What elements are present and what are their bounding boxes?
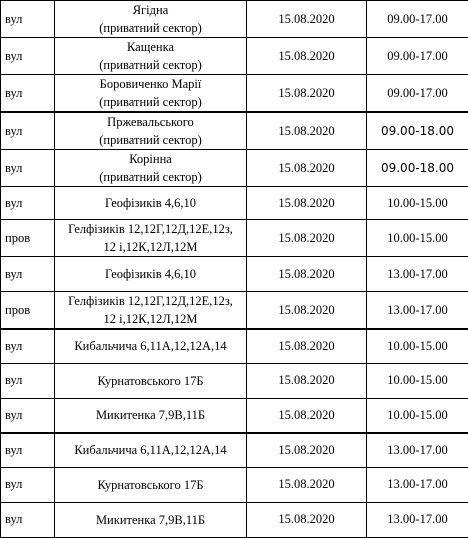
street-note: 12 і,12К,12Л,12М (59, 238, 242, 256)
street-type-cell: вул (1, 75, 55, 113)
street-name: Гелфізиків 12,12Г,12Д,12Е,12з, (68, 222, 233, 236)
time-cell: 10.00-15.00 (367, 398, 468, 433)
time-cell: 13.00-17.00 (367, 257, 468, 292)
table-row (1, 112, 468, 150)
date-cell: 15.08.2020 (247, 38, 367, 75)
street-name: Микитенка 7,9В,11Б (96, 408, 205, 422)
street-type-cell: вул (1, 329, 55, 363)
street-name: Кибальчича 6,11А,12,12А,14 (74, 443, 226, 457)
time-cell: 13.00-17.00 (367, 502, 468, 537)
time-cell: 10.00-15.00 (367, 329, 468, 363)
date-cell: 15.08.2020 (247, 257, 367, 292)
street-cell (55, 433, 247, 467)
date-cell: 15.08.2020 (247, 363, 367, 398)
street-cell (55, 502, 247, 537)
street-cell (55, 398, 247, 433)
time-cell: 09.00-17.00 (367, 1, 468, 38)
street-type-cell: пров (1, 292, 55, 330)
table-row (1, 150, 468, 187)
date-cell: 15.08.2020 (247, 398, 367, 433)
time-cell: 10.00-15.00 (367, 220, 468, 257)
street-name: Кащенка (127, 40, 174, 54)
date-cell: 15.08.2020 (247, 1, 367, 38)
table-row (1, 502, 468, 537)
street-cell (55, 329, 247, 363)
street-name: Гелфізиків 12,12Г,12Д,12Е,12з, (68, 294, 233, 308)
street-cell (55, 187, 247, 220)
street-type-cell: вул (1, 112, 55, 150)
street-cell (55, 75, 247, 113)
street-name: Корінна (129, 152, 172, 166)
time-cell: 13.00-17.00 (367, 433, 468, 467)
street-note: (приватний сектор) (59, 19, 242, 37)
street-name: Пржевальського (107, 115, 194, 129)
date-cell: 15.08.2020 (247, 433, 367, 467)
street-cell (55, 363, 247, 398)
street-cell (55, 292, 247, 330)
street-name: Кибальчича 6,11А,12,12А,14 (74, 339, 226, 353)
table-row (1, 257, 468, 292)
time-cell: 09.00-18.00 (367, 150, 468, 187)
street-cell (55, 257, 247, 292)
table-row (1, 363, 468, 398)
table-row (1, 1, 468, 38)
date-cell: 15.08.2020 (247, 150, 367, 187)
street-note: (приватний сектор) (59, 168, 242, 186)
street-cell (55, 220, 247, 257)
date-cell: 15.08.2020 (247, 292, 367, 330)
time-cell: 10.00-15.00 (367, 363, 468, 398)
street-type-cell: вул (1, 1, 55, 38)
date-cell: 15.08.2020 (247, 187, 367, 220)
street-name: Курнатовського 17Б (98, 374, 204, 388)
street-type-cell: вул (1, 150, 55, 187)
street-note: (приватний сектор) (59, 56, 242, 74)
street-name: Микитенка 7,9В,11Б (96, 513, 205, 527)
street-type-cell: вул (1, 363, 55, 398)
street-name: Курнатовського 17Б (98, 478, 204, 492)
street-type-cell: вул (1, 433, 55, 467)
time-cell: 10.00-15.00 (367, 187, 468, 220)
table-row (1, 38, 468, 75)
street-type-cell: вул (1, 398, 55, 433)
street-note: (приватний сектор) (59, 93, 242, 111)
time-cell: 13.00-17.00 (367, 292, 468, 330)
date-cell: 15.08.2020 (247, 112, 367, 150)
street-type-cell: вул (1, 502, 55, 537)
street-type-cell: вул (1, 187, 55, 220)
table-row (1, 329, 468, 363)
table-row (1, 220, 468, 257)
street-type-cell: вул (1, 467, 55, 502)
time-cell: 13.00-17.00 (367, 467, 468, 502)
date-cell: 15.08.2020 (247, 329, 367, 363)
time-cell: 09.00-18.00 (367, 112, 468, 150)
street-cell (55, 150, 247, 187)
street-note: 12 і,12К,12Л,12М (59, 310, 242, 328)
street-cell (55, 112, 247, 150)
street-cell (55, 1, 247, 38)
table-row (1, 292, 468, 330)
date-cell: 15.08.2020 (247, 467, 367, 502)
street-note: (приватний сектор) (59, 131, 242, 149)
street-cell (55, 467, 247, 502)
street-type-cell: вул (1, 257, 55, 292)
table-row (1, 75, 468, 113)
street-name: Геофізиків 4,6,10 (105, 267, 196, 281)
street-name: Боровиченко Марії (100, 77, 202, 91)
table-row (1, 187, 468, 220)
date-cell: 15.08.2020 (247, 220, 367, 257)
street-cell (55, 38, 247, 75)
street-name: Ягідна (133, 3, 169, 17)
time-cell: 09.00-17.00 (367, 75, 468, 113)
street-type-cell: вул (1, 38, 55, 75)
table-row (1, 467, 468, 502)
date-cell: 15.08.2020 (247, 502, 367, 537)
date-cell: 15.08.2020 (247, 75, 367, 113)
table-row (1, 398, 468, 433)
time-cell: 09.00-17.00 (367, 38, 468, 75)
table-row (1, 433, 468, 467)
table-body (1, 1, 468, 538)
street-type-cell: пров (1, 220, 55, 257)
street-name: Геофізиків 4,6,10 (105, 196, 196, 210)
